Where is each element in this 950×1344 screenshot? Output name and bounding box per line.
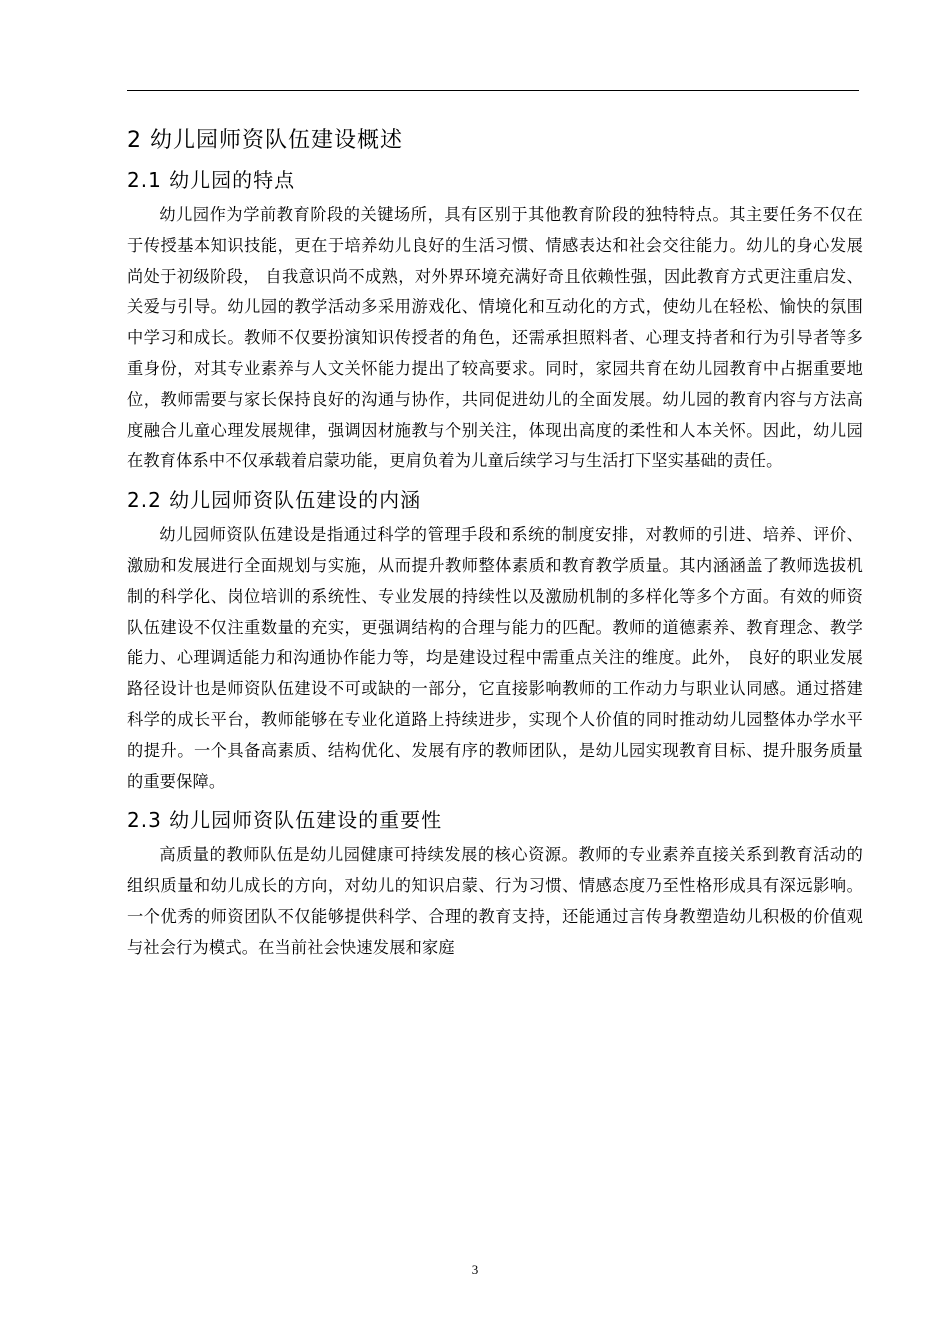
section-title: 2.2 幼儿园师资队伍建设的内涵	[127, 488, 422, 513]
section-paragraph: 幼儿园作为学前教育阶段的关键场所，具有区别于其他教育阶段的独特特点。其主要任务不仅在于传授基本知识技能，更在于培养幼儿良好的生活习惯、情感表达和社会交往能力。幼儿的身心发展尚处于初级阶段， 自我意识尚不成熟，对外界环境充满好奇且依赖性强，因此教育方式更注重启发、关爱与引导。幼儿园的教学活动多采用游戏化、情境化和互动化的方式，使幼儿在轻松、愉快的氛围中学习和成长。教师不仅要扮演知识传授者的角色，还需承担照料者、心理支持者和行为引导者等多重身份，对其专业素养与人文关怀能力提出了较高要求。同时，家园共育在幼儿园教育中占据重要地位，教师需要与家长保持良好的沟通与协作，共同促进幼儿的全面发展。幼儿园的教育内容与方法高度融合儿童心理发展规律，强调因材施教与个别关注，体现出高度的柔性和人本关怀。因此，幼儿园在教育体系中不仅承载着启蒙功能，更肩负着为儿童后续学习与生活打下坚实基础的责任。	[127, 205, 863, 471]
document-body	[127, 123, 863, 970]
section-2-3	[127, 803, 863, 963]
section-title: 2.1 幼儿园的特点	[127, 168, 296, 192]
section-paragraph: 幼儿园师资队伍建设是指通过科学的管理手段和系统的制度安排，对教师的引进、培养、评价、激励和发展进行全面规划与实施，从而提升教师整体素质和教育教学质量。其内涵涵盖了教师选拔机制的科学化、岗位培训的系统性、专业发展的持续性以及激励机制的多样化等多个方面。有效的师资队伍建设不仅注重数量的充实，更强调结构的合理与能力的匹配。教师的道德素养、教育理念、教学能力、心理调适能力和沟通协作能力等，均是建设过程中需重点关注的维度。此外， 良好的职业发展路径设计也是师资队伍建设不可或缺的一部分，它直接影响教师的工作动力与职业认同感。通过搭建科学的成长平台，教师能够在专业化道路上持续进步，实现个人价值的同时推动幼儿园整体办学水平的提升。一个具备高素质、结构优化、发展有序的教师团队，是幼儿园实现教育目标、提升服务质量的重要保障。	[127, 525, 863, 791]
section-2-1	[127, 163, 863, 477]
chapter-title: 2 幼儿园师资队伍建设概述	[127, 128, 403, 153]
section-title: 2.3 幼儿园师资队伍建设的重要性	[127, 808, 443, 833]
page-number: 3	[471, 1262, 479, 1277]
section-2-2	[127, 483, 863, 797]
section-paragraph: 高质量的教师队伍是幼儿园健康可持续发展的核心资源。教师的专业素养直接关系到教育活动的组织质量和幼儿成长的方向，对幼儿的知识启蒙、行为习惯、情感态度乃至性格形成具有深远影响。一个优秀的师资团队不仅能够提供科学、合理的教育支持，还能通过言传身教塑造幼儿积极的价值观与社会行为模式。在当前社会快速发展和家庭	[127, 845, 863, 957]
header-rule	[127, 90, 859, 91]
